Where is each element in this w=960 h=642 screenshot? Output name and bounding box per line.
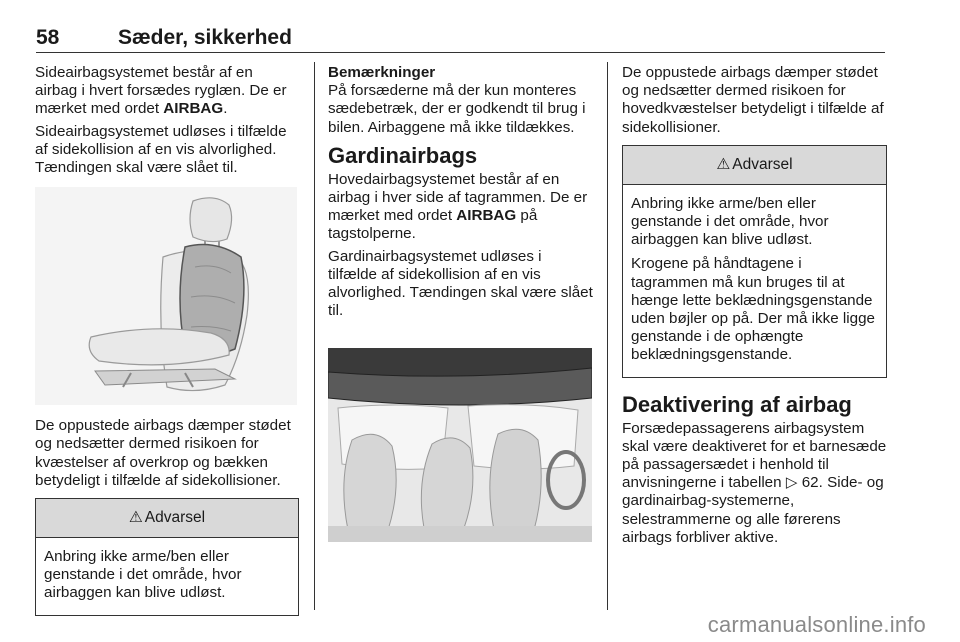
column-1 (35, 64, 299, 616)
warning-box (622, 145, 887, 378)
warning-text: Anbring ikke arme/ben eller genstande i det område, hvor airbaggen kan blive udløst. (44, 548, 242, 602)
warning-title: Advarsel (732, 155, 793, 173)
watermark: carmanualsonline.info (707, 612, 926, 637)
airbag-term: AIRBAG (163, 100, 224, 118)
seat-airbag-illustration (35, 187, 297, 405)
notes-title: Bemærkninger (328, 64, 436, 81)
warning-title: Advarsel (144, 508, 206, 526)
paragraph: Forsædepassagerens airbagsystem skal være deaktiveret for et barnesæde på passagersædet i henhold til anvisningerne i tabellen ▷ 62. Side- og gardinairbag-systemerne, selestrammerne og alle førerens airbags forbliver aktive. (622, 419, 887, 546)
warning-triangle-icon: ⚠ (128, 508, 143, 526)
notes-text: På forsæderne må der kun monteres sædebetræk, der er godkendt til brug i bilen. Airbaggene må ikke tildækkes. (328, 82, 586, 136)
airbag-term: AIRBAG (456, 207, 517, 225)
column-divider-2 (607, 62, 608, 610)
page-reference[interactable]: 62 (801, 474, 819, 492)
page-reference-icon: ▷ (785, 474, 798, 492)
paragraph: Gardinairbagsystemet udløses i tilfælde af sidekollision af en vis alvorlighed. Tændingen skal være slået til. (328, 247, 593, 320)
heading-deactivation: Deaktivering af airbag (622, 391, 852, 417)
paragraph: Sideairbagsystemet består af en airbag i hvert forsædes ryglæn. De er mærket med ordet AIRBAG. (35, 64, 287, 118)
warning-header (623, 146, 886, 185)
page-header (36, 26, 886, 54)
paragraph: Sideairbagsystemet udløses i tilfælde af sidekollision af en vis alvorlighed. Tændingen skal være slået til. (35, 122, 287, 177)
page-number: 58 (36, 26, 60, 49)
paragraph: Hovedairbagsystemet består af en airbag i hver side af tagrammen. De er mærket med ordet AIRBAG på tagstolperne. (328, 170, 588, 243)
warning-header (36, 499, 298, 538)
warning-text: Anbring ikke arme/ben eller genstande i det område, hvor airbaggen kan blive udløst. (631, 194, 829, 249)
warning-body (623, 185, 886, 377)
warning-box (35, 498, 299, 616)
curtain-airbag-illustration (328, 348, 592, 542)
warning-text: Krogene på håndtagene i tagrammen må kun bruges til at hænge lette beklædningsgenstande uden bøjler op på. Der må ikke ligge genstande i de ophængte beklædningsgenstande. (631, 255, 875, 364)
column-2 (328, 64, 594, 542)
paragraph: De oppustede airbags dæmper stødet og nedsætter dermed risikoen for kvæstelser af overkrop og bækken betydeligt i tilfælde af sidekollisioner. (35, 417, 291, 489)
warning-body (36, 538, 298, 615)
column-divider-1 (314, 62, 315, 610)
column-3 (622, 64, 887, 551)
heading-curtain-airbags: Gardinairbags (328, 142, 478, 168)
paragraph: De oppustede airbags dæmper stødet og nedsætter dermed risikoen for hovedkvæstelser betydeligt i tilfælde af sidekollisioner. (622, 64, 884, 136)
header-rule (36, 52, 885, 53)
warning-triangle-icon: ⚠ (716, 155, 731, 173)
section-title: Sæder, sikkerhed (118, 26, 292, 49)
